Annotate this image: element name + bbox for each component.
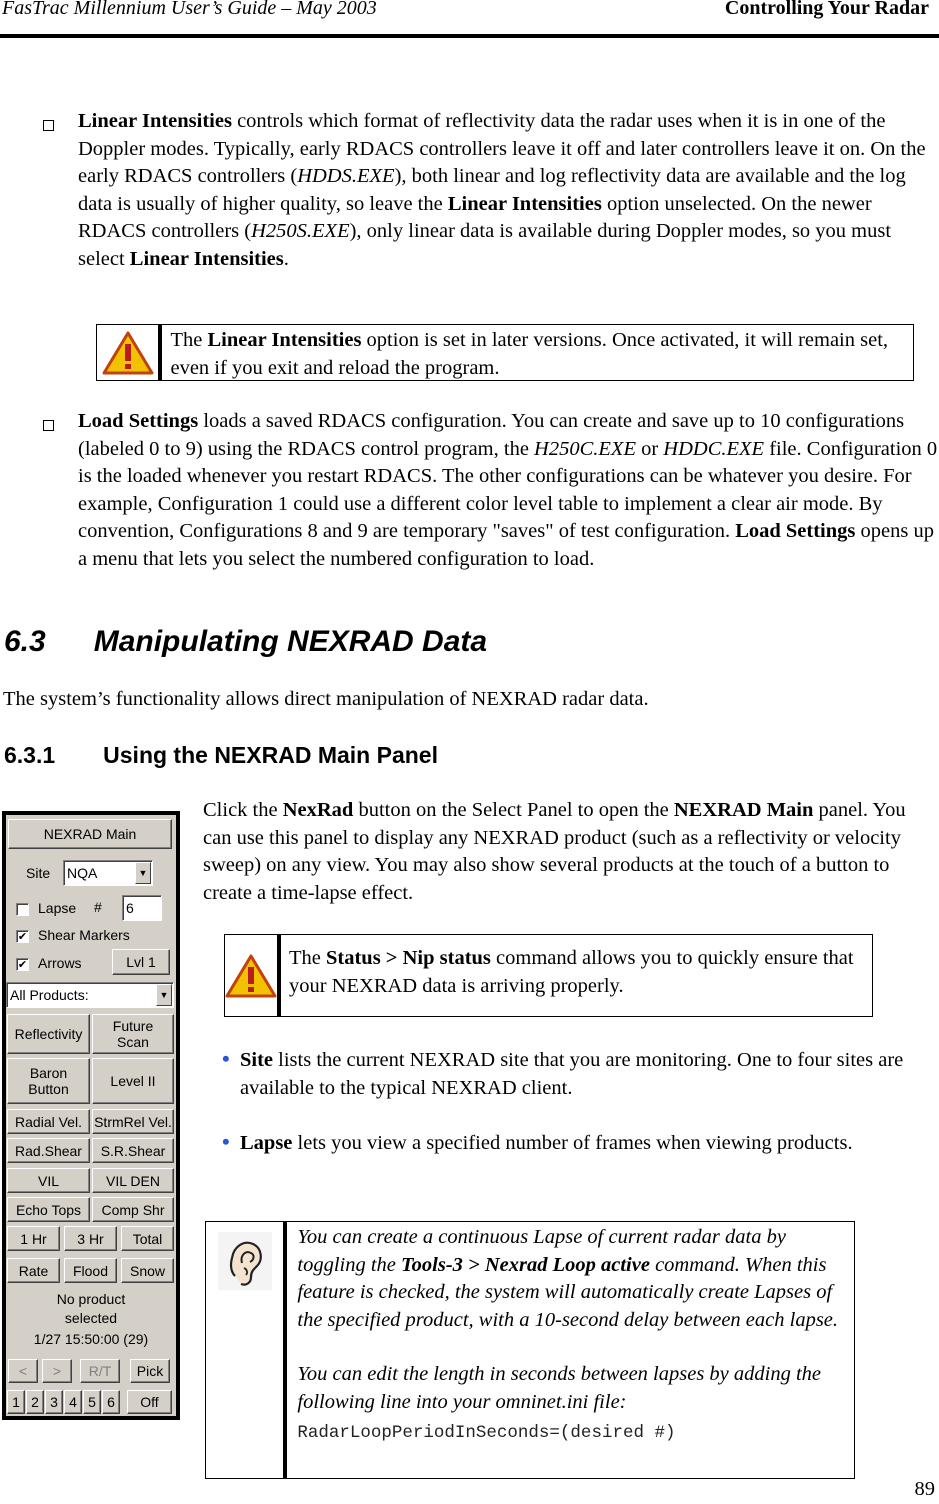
- term-load-settings: Load Settings: [78, 410, 199, 432]
- term-linear-intensities: Linear Intensities: [129, 247, 284, 270]
- nexrad-main-panel: [2, 811, 180, 1420]
- term-lapse: Lapse: [240, 1132, 293, 1154]
- vil-button[interactable]: VIL: [7, 1168, 90, 1193]
- text: option unselected. On the newer RDACS controllers (: [78, 192, 872, 242]
- code-line: RadarLoopPeriodInSeconds=(desired #): [297, 1423, 676, 1443]
- pick-button[interactable]: Pick: [130, 1359, 170, 1383]
- linear-intensities-paragraph: [78, 108, 939, 273]
- term: Linear Intensities: [207, 329, 362, 351]
- site-label: Site: [26, 865, 51, 881]
- shear-markers-label: Shear Markers: [38, 927, 130, 943]
- status-timestamp: 1/27 15:50:00 (29): [33, 1331, 149, 1347]
- hash-label: #: [94, 899, 102, 915]
- file-h250c: H250C.EXE: [534, 437, 636, 460]
- note-nexrad-loop: [205, 1221, 855, 1479]
- lapse-checkbox[interactable]: [16, 903, 29, 916]
- term-nexrad-main: NEXRAD Main: [673, 799, 814, 821]
- term-linear-intensities: Linear Intensities: [78, 110, 232, 132]
- radial-vel-button[interactable]: Radial Vel.: [7, 1109, 90, 1134]
- status-line-1: No product: [56, 1291, 126, 1307]
- flood-button[interactable]: Flood: [64, 1258, 117, 1283]
- text: .: [283, 247, 289, 270]
- ear-icon: [206, 1222, 287, 1478]
- baron-button[interactable]: [7, 1058, 90, 1104]
- warning-icon: [97, 325, 162, 380]
- file-hdds: HDDS.EXE: [297, 165, 395, 187]
- dropdown-arrow-icon[interactable]: ▼: [156, 984, 172, 1006]
- note-text: [281, 935, 872, 1016]
- dropdown-arrow-icon[interactable]: ▼: [135, 862, 151, 884]
- reflectivity-button[interactable]: Reflectivity: [7, 1014, 90, 1054]
- frame-1-button[interactable]: 1: [7, 1390, 25, 1414]
- text: or: [635, 437, 664, 460]
- text: button on the Select Panel to open the: [353, 799, 674, 821]
- checkbox-bullet-icon: [43, 120, 54, 131]
- label: Scan: [117, 1034, 149, 1050]
- 3hr-button[interactable]: 3 Hr: [64, 1226, 117, 1251]
- comp-shr-button[interactable]: Comp Shr: [92, 1197, 174, 1222]
- arrows-label: Arrows: [38, 955, 82, 971]
- 1hr-button[interactable]: 1 Hr: [7, 1226, 60, 1251]
- arrows-checkbox[interactable]: ✔: [17, 958, 28, 971]
- next-button[interactable]: >: [42, 1359, 72, 1383]
- header-chapter-title: Controlling Your Radar: [724, 0, 929, 19]
- text: lets you view a specified number of frames when viewing products.: [292, 1132, 853, 1154]
- text: The: [170, 329, 208, 351]
- strmrel-vel-button[interactable]: StrmRel Vel.: [92, 1109, 174, 1134]
- bullet-dot-icon: •: [222, 1046, 230, 1071]
- note-paragraph-2: You can edit the length in seconds between lapses by adding the following line into your omninet.ini file:: [297, 1363, 822, 1413]
- note-nip-status: [224, 934, 873, 1017]
- shear-markers-checkbox[interactable]: ✔: [17, 930, 28, 943]
- lapse-label: Lapse: [38, 900, 77, 916]
- products-select[interactable]: [6, 982, 174, 1008]
- frame-5-button[interactable]: 5: [83, 1390, 101, 1414]
- frame-2-button[interactable]: 2: [26, 1390, 44, 1414]
- future-scan-button[interactable]: [92, 1014, 174, 1054]
- text: Click the: [203, 799, 283, 821]
- realtime-button[interactable]: R/T: [80, 1359, 120, 1383]
- section-heading-6-3-1: [4, 742, 438, 769]
- vil-den-button[interactable]: VIL DEN: [92, 1168, 174, 1193]
- section-number: 6.3.1: [4, 742, 56, 768]
- note-paragraph-1: [297, 1224, 846, 1334]
- bullet-lapse: [240, 1130, 900, 1158]
- text: command allows you to quickly ensure that your NEXRAD data is arriving properly.: [289, 947, 854, 997]
- sr-shear-button[interactable]: S.R.Shear: [92, 1138, 174, 1163]
- label: Baron: [29, 1065, 68, 1081]
- section-6-3-body: The system’s functionality allows direct manipulation of NEXRAD radar data.: [3, 688, 649, 710]
- site-value: NQA: [67, 865, 98, 881]
- warning-icon: [225, 935, 281, 1016]
- echo-tops-button[interactable]: Echo Tops: [7, 1197, 90, 1222]
- total-button[interactable]: Total: [121, 1226, 174, 1251]
- level-button[interactable]: Lvl 1: [112, 949, 170, 975]
- frame-3-button[interactable]: 3: [45, 1390, 63, 1414]
- term-load-settings: Load Settings: [735, 520, 856, 542]
- products-value: All Products:: [10, 987, 89, 1003]
- off-button[interactable]: Off: [127, 1390, 172, 1414]
- text: controls which format of reflectivity data the radar uses when it is in one of the Doppler modes. Typically, early RDACS controllers leave it off and later controllers leave it on. On the early RDACS controllers (: [78, 110, 926, 187]
- text: lists the current NEXRAD site that you are monitoring. One to four sites are available to the typical NEXRAD client.: [240, 1049, 904, 1099]
- term: Tools-3 > Nexrad Loop active: [401, 1253, 650, 1276]
- text: loads a saved RDACS configuration. You can create and save up to 10 configurations (labeled 0 to 9) using the RDACS control program, the: [78, 410, 905, 460]
- text: panel. You can use this panel to display any NEXRAD product (such as a reflectivity or velocity sweep) on any view. You may also show several products at the touch of a button to create a time-lapse effect.: [203, 799, 906, 904]
- rate-button[interactable]: Rate: [7, 1258, 60, 1283]
- term: Status > Nip status: [326, 947, 491, 969]
- text: option is set in later versions. Once activated, it will remain set, even if you exit and reload the program.: [170, 329, 889, 379]
- bullet-dot-icon: •: [222, 1129, 230, 1154]
- section-title: Using the NEXRAD Main Panel: [103, 742, 438, 768]
- page-number: 89: [914, 1478, 935, 1500]
- section-number: 6.3: [4, 625, 46, 658]
- nexrad-main-intro: [203, 797, 933, 907]
- header-guide-title: FasTrac Millennium User’s Guide – May 2003: [2, 0, 377, 19]
- text: You can create a continuous Lapse of current radar data by toggling the: [297, 1226, 786, 1276]
- note-linear-intensities: [96, 324, 914, 381]
- section-title: Manipulating NEXRAD Data: [93, 625, 488, 658]
- panel-body: [6, 815, 176, 1416]
- frame-6-button[interactable]: 6: [102, 1390, 120, 1414]
- text: opens up a menu that lets you select the numbered configuration to load.: [78, 520, 934, 570]
- frame-4-button[interactable]: 4: [64, 1390, 82, 1414]
- file-h250s: H250S.EXE: [251, 220, 350, 242]
- note-text: [162, 325, 913, 380]
- text: command. When this feature is checked, the system will automatically create Lapses of the specified product, with a 10-second delay between each lapse.: [297, 1253, 839, 1331]
- header-rule: [0, 34, 939, 38]
- checkbox-bullet-icon: [43, 420, 54, 431]
- prev-button[interactable]: <: [8, 1359, 38, 1383]
- file-hddc: HDDC.EXE: [663, 437, 765, 460]
- section-heading-6-3: [4, 625, 487, 659]
- lapse-count-input[interactable]: 6: [122, 895, 162, 921]
- term-nexrad: NexRad: [282, 799, 354, 821]
- load-settings-paragraph: [78, 408, 939, 573]
- text: file. Configuration 0 is the loaded whenever you restart RDACS. The other configurations can be whatever you desire. For example, Configuration 1 could use a different color level table to implement a clear air mode. By convention, Configurations 8 and 9 are temporary "saves" of test configuration.: [78, 437, 938, 542]
- nexrad-main-title-button[interactable]: NEXRAD Main: [8, 819, 172, 849]
- text: ), only linear data is available during Doppler modes, so you must select: [78, 220, 892, 270]
- rad-shear-button[interactable]: Rad.Shear: [7, 1138, 90, 1163]
- bullet-site: [240, 1047, 935, 1102]
- level-ii-button[interactable]: Level II: [92, 1058, 174, 1104]
- text: The: [289, 947, 326, 969]
- status-line-2: selected: [64, 1310, 118, 1326]
- label: Future: [112, 1018, 154, 1034]
- label: Button: [28, 1081, 69, 1097]
- note-text: [287, 1222, 854, 1478]
- snow-button[interactable]: Snow: [121, 1258, 174, 1283]
- text: ), both linear and log reflectivity data are available and the log data is usually of higher quality, so leave the: [78, 165, 906, 215]
- term-site: Site: [240, 1049, 274, 1071]
- term-linear-intensities: Linear Intensities: [447, 192, 602, 215]
- site-select[interactable]: [63, 860, 153, 886]
